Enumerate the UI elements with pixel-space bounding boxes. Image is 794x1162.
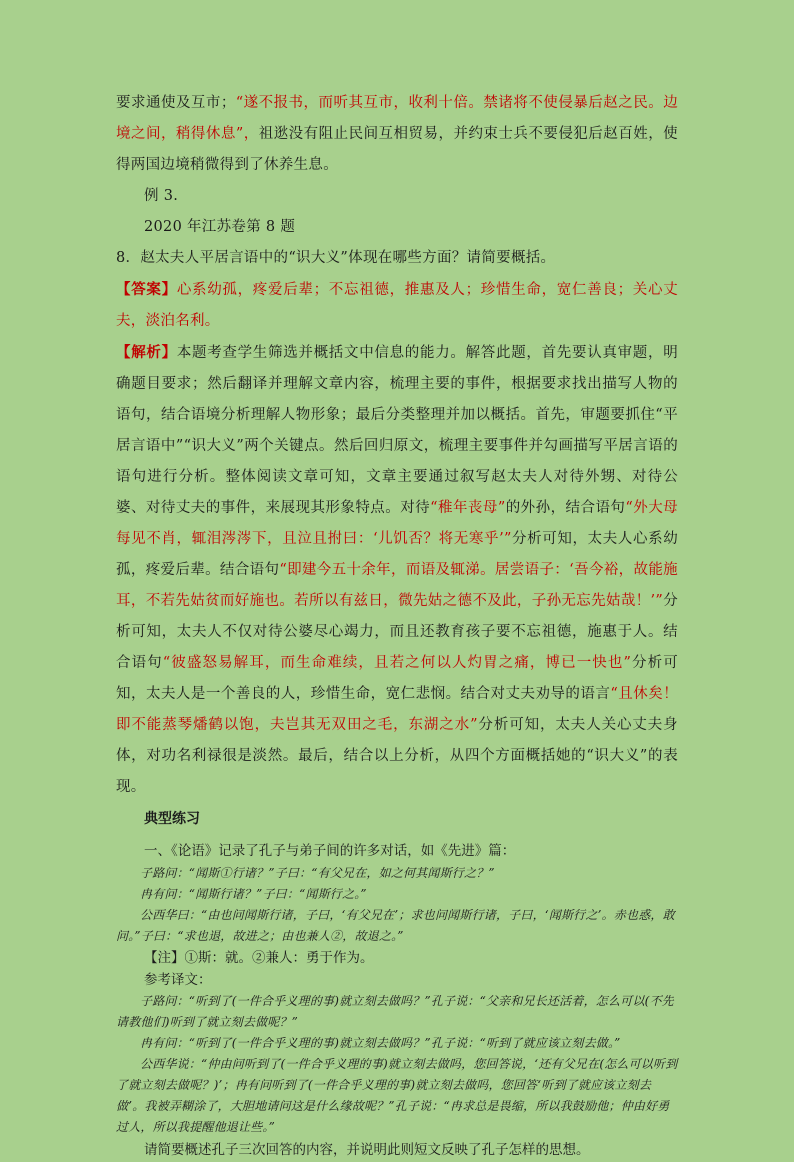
analysis-quote-1: “稚年丧母” (430, 500, 506, 516)
practice-intro: 一、《论语》记录了孔子与弟子间的许多对话，如《先进》篇： (144, 843, 516, 859)
practice-title: 典型练习 (144, 811, 200, 827)
answer-tag: 【答案】 (116, 281, 177, 298)
translation-2: 冉有问：“听到了(一件合乎义理的事)就立刻去做吗？”孔子说：“听到了就应该立刻去做。” (140, 1036, 621, 1050)
example-label: 例 3. (144, 188, 179, 204)
document-page (116, 88, 678, 1162)
translation-1: 子路问：“听到了(一件合乎义理的事)就立刻去做吗？”孔子说：“父亲和兄长还活着，怎么可以(不先请教他们)听到了就立刻去做呢？” (116, 994, 674, 1029)
analysis-text-2: 的外孙，结合语句 (505, 500, 626, 516)
analysis-quote-4: “彼盛怒易解耳，而生命难续，且若之何以人灼胃之痛，博已一快也” (162, 655, 632, 671)
dialogue-line-3: 公西华曰：“由也问闻斯行诸，子曰，‘有父兄在’；求也问闻斯行诸，子曰，‘闻斯行之’。赤也惑，敢问。”子曰：“求也退，故进之；由也兼人②，故退之。” (116, 908, 675, 943)
analysis-quote-5: “且休矣！即不能蒸琴燔鹤以饱，夫岂其无双田之毛，东湖之水” (116, 686, 678, 733)
analysis-text-3: 分析可知，太夫人心系幼孤，疼爱后辈。结合语句 (116, 531, 678, 578)
translation-3: 公西华说：“仲由问听到了(一件合乎义理的事)就立刻去做吗，您回答说，‘还有父兄在(怎么可以听到了就立刻去做呢？)’；冉有问听到了(一件合乎义理的事)就立刻去做吗，您回答‘听到了就应该立刻去做’。我被弄糊涂了，大胆地请问这是什么缘故呢？”孔子说：“冉求总是畏缩，所以我鼓励他；仲由好勇过人，所以我提醒他退让些。” (116, 1057, 678, 1134)
practice-question: 请简要概述孔子三次回答的内容，并说明此则短文反映了孔子怎样的思想。 (144, 1142, 590, 1158)
analysis-text-6: 分析可知，太夫人关心丈夫身体，对功名利禄很是淡然。最后，结合以上分析，从四个方面概括她的“识大义”的表现。 (116, 717, 678, 795)
practice-note: 【注】①斯：就。②兼人：勇于作为。 (144, 950, 374, 966)
continuation-text: 要求通使及互市； (116, 95, 236, 111)
analysis-text-1: 本题考查学生筛选并概括文中信息的能力。解答此题，首先要认真审题，明确题目要求；然后翻译并理解文章内容，梳理主要的事件，根据要求找出描写人物的语句，结合语境分析理解人物形象；最后分类整理并加以概括。首先，审题要抓住“平居言语中”“识大义”两个关键点。然后回归原文，梳理主要事件并勾画描写平居言语的语句进行分析。整体阅读文章可知，文章主要通过叙写赵太夫人对待外甥、对待公婆、对待丈夫的事件，来展现其形象特点。对待 (116, 345, 679, 516)
analysis-tag: 【解析】 (116, 344, 177, 361)
analysis-text-5: 分析可知，太夫人是一个善良的人，珍惜生命，宽仁悲悯。结合对丈夫劝导的语言 (116, 655, 678, 702)
analysis-paragraph (116, 337, 678, 803)
quoted-source-text: “遂不报书，而听其互市，收利十倍。禁诸将不使侵暴后赵之民。边境之间，稍得休息”， (116, 95, 678, 142)
analysis-quote-3: “即建今五十余年，而语及辄涕。居尝语子：‘吾今裕，故能施耳，不若先姑贫而好施也。若所以有兹日，微先姑之德不及此，子孙无忘先姑哉！’” (116, 562, 678, 609)
question-text: 8．赵太夫人平居言语中的“识大义”体现在哪些方面？请简要概括。 (116, 250, 556, 266)
continuation-text-2: 祖逖没有阻止民间互相贸易，并约束士兵不要侵犯后赵百姓，使得两国边境稍微得到了休养生息。 (116, 126, 678, 173)
analysis-quote-2: “外大母每见不肖，辄泪涔涔下，且泣且拊曰：‘儿饥否？将无寒乎’” (116, 500, 678, 547)
answer-paragraph (116, 274, 678, 337)
dialogue-line-2: 冉有问：“闻斯行诸？”子曰：“闻斯行之。” (140, 887, 367, 901)
dialogue-line-1: 子路问：“闻斯①行诸？”子曰：“有父兄在，如之何其闻斯行之？” (140, 866, 495, 880)
analysis-text-4: 分析可知，太夫人不仅对待公婆尽心竭力，而且还教育孩子要不忘祖德，施惠于人。结合语句 (116, 593, 678, 671)
answer-text: 心系幼孤，疼爱后辈；不忘祖德，推惠及人；珍惜生命，宽仁善良；关心丈夫，淡泊名利。 (116, 282, 679, 329)
source-label: 2020 年江苏卷第 8 题 (144, 219, 296, 235)
continuation-paragraph (116, 88, 678, 181)
reference-label: 参考译文： (144, 972, 212, 988)
